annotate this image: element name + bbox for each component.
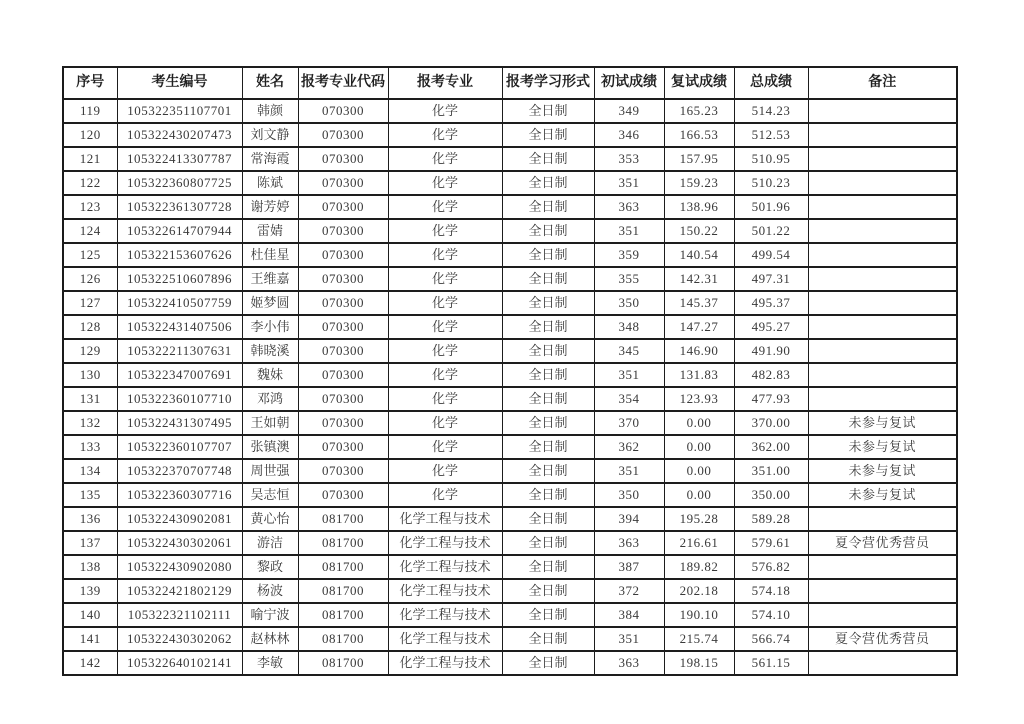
- cell-total-score: 514.23: [734, 99, 808, 123]
- cell-name: 游洁: [242, 531, 298, 555]
- cell-name: 杨波: [242, 579, 298, 603]
- table-row: [63, 435, 957, 459]
- cell-remarks: [808, 507, 957, 531]
- cell-major: 化学: [388, 123, 502, 147]
- cell-total-score: 566.74: [734, 627, 808, 651]
- cell-initial-score: 359: [594, 243, 664, 267]
- cell-total-score: 350.00: [734, 483, 808, 507]
- cell-remarks: [808, 651, 957, 675]
- cell-name: 刘文静: [242, 123, 298, 147]
- table-row: [63, 411, 957, 435]
- table-row: [63, 243, 957, 267]
- column-header-candidate-id: 考生编号: [117, 67, 242, 99]
- cell-candidate-id: 105322430207473: [117, 123, 242, 147]
- cell-name: 黎政: [242, 555, 298, 579]
- cell-total-score: 589.28: [734, 507, 808, 531]
- cell-retest-score: 215.74: [664, 627, 734, 651]
- cell-remarks: 未参与复试: [808, 411, 957, 435]
- cell-initial-score: 355: [594, 267, 664, 291]
- cell-index: 141: [63, 627, 117, 651]
- cell-retest-score: 216.61: [664, 531, 734, 555]
- cell-initial-score: 370: [594, 411, 664, 435]
- cell-study-form: 全日制: [502, 243, 594, 267]
- cell-study-form: 全日制: [502, 603, 594, 627]
- cell-index: 120: [63, 123, 117, 147]
- cell-major: 化学工程与技术: [388, 579, 502, 603]
- cell-candidate-id: 105322360107707: [117, 435, 242, 459]
- cell-major: 化学: [388, 459, 502, 483]
- cell-retest-score: 0.00: [664, 483, 734, 507]
- cell-remarks: [808, 219, 957, 243]
- table-row: [63, 531, 957, 555]
- cell-study-form: 全日制: [502, 339, 594, 363]
- cell-name: 杜佳星: [242, 243, 298, 267]
- table-row: [63, 99, 957, 123]
- cell-study-form: 全日制: [502, 651, 594, 675]
- cell-index: 132: [63, 411, 117, 435]
- table-row: [63, 651, 957, 675]
- cell-initial-score: 363: [594, 531, 664, 555]
- cell-retest-score: 198.15: [664, 651, 734, 675]
- cell-major: 化学: [388, 483, 502, 507]
- table-row: [63, 339, 957, 363]
- cell-index: 125: [63, 243, 117, 267]
- table-row: [63, 171, 957, 195]
- cell-initial-score: 363: [594, 195, 664, 219]
- cell-total-score: 512.53: [734, 123, 808, 147]
- cell-remarks: [808, 243, 957, 267]
- cell-total-score: 510.23: [734, 171, 808, 195]
- cell-total-score: 495.27: [734, 315, 808, 339]
- cell-major: 化学工程与技术: [388, 627, 502, 651]
- cell-study-form: 全日制: [502, 171, 594, 195]
- cell-total-score: 491.90: [734, 339, 808, 363]
- cell-major-code: 070300: [298, 339, 388, 363]
- cell-major: 化学: [388, 411, 502, 435]
- cell-initial-score: 350: [594, 291, 664, 315]
- cell-study-form: 全日制: [502, 291, 594, 315]
- cell-initial-score: 363: [594, 651, 664, 675]
- cell-index: 128: [63, 315, 117, 339]
- cell-candidate-id: 105322430302061: [117, 531, 242, 555]
- cell-major-code: 070300: [298, 459, 388, 483]
- cell-remarks: [808, 171, 957, 195]
- cell-study-form: 全日制: [502, 123, 594, 147]
- cell-index: 135: [63, 483, 117, 507]
- header-row: [63, 67, 957, 99]
- cell-total-score: 574.18: [734, 579, 808, 603]
- cell-study-form: 全日制: [502, 267, 594, 291]
- cell-name: 谢芳婷: [242, 195, 298, 219]
- cell-study-form: 全日制: [502, 315, 594, 339]
- cell-major-code: 070300: [298, 99, 388, 123]
- cell-initial-score: 384: [594, 603, 664, 627]
- column-header-name: 姓名: [242, 67, 298, 99]
- cell-major: 化学工程与技术: [388, 603, 502, 627]
- cell-major: 化学: [388, 99, 502, 123]
- cell-remarks: [808, 339, 957, 363]
- cell-remarks: 夏令营优秀营员: [808, 531, 957, 555]
- cell-retest-score: 0.00: [664, 459, 734, 483]
- cell-total-score: 351.00: [734, 459, 808, 483]
- cell-initial-score: 372: [594, 579, 664, 603]
- cell-major-code: 070300: [298, 171, 388, 195]
- cell-initial-score: 354: [594, 387, 664, 411]
- cell-retest-score: 157.95: [664, 147, 734, 171]
- cell-major: 化学工程与技术: [388, 507, 502, 531]
- cell-study-form: 全日制: [502, 459, 594, 483]
- cell-study-form: 全日制: [502, 531, 594, 555]
- cell-retest-score: 150.22: [664, 219, 734, 243]
- cell-total-score: 497.31: [734, 267, 808, 291]
- cell-major: 化学: [388, 387, 502, 411]
- cell-remarks: [808, 291, 957, 315]
- cell-study-form: 全日制: [502, 195, 594, 219]
- cell-study-form: 全日制: [502, 411, 594, 435]
- cell-index: 139: [63, 579, 117, 603]
- cell-major: 化学工程与技术: [388, 651, 502, 675]
- cell-index: 142: [63, 651, 117, 675]
- column-header-initial-score: 初试成绩: [594, 67, 664, 99]
- cell-retest-score: 140.54: [664, 243, 734, 267]
- table-row: [63, 507, 957, 531]
- cell-candidate-id: 105322321102111: [117, 603, 242, 627]
- cell-major-code: 081700: [298, 579, 388, 603]
- cell-retest-score: 147.27: [664, 315, 734, 339]
- cell-index: 126: [63, 267, 117, 291]
- cell-major: 化学: [388, 171, 502, 195]
- cell-name: 姬梦圆: [242, 291, 298, 315]
- column-header-study-form: 报考学习形式: [502, 67, 594, 99]
- cell-major-code: 070300: [298, 411, 388, 435]
- cell-candidate-id: 105322211307631: [117, 339, 242, 363]
- table-row: [63, 483, 957, 507]
- cell-retest-score: 165.23: [664, 99, 734, 123]
- cell-name: 赵林林: [242, 627, 298, 651]
- column-header-index: 序号: [63, 67, 117, 99]
- cell-total-score: 501.96: [734, 195, 808, 219]
- table-row: [63, 579, 957, 603]
- cell-index: 127: [63, 291, 117, 315]
- cell-index: 129: [63, 339, 117, 363]
- cell-total-score: 370.00: [734, 411, 808, 435]
- cell-study-form: 全日制: [502, 147, 594, 171]
- cell-remarks: [808, 363, 957, 387]
- table-row: [63, 123, 957, 147]
- cell-retest-score: 131.83: [664, 363, 734, 387]
- cell-candidate-id: 105322410507759: [117, 291, 242, 315]
- column-header-remarks: 备注: [808, 67, 957, 99]
- cell-candidate-id: 105322360307716: [117, 483, 242, 507]
- cell-remarks: [808, 555, 957, 579]
- cell-initial-score: 351: [594, 627, 664, 651]
- cell-retest-score: 0.00: [664, 411, 734, 435]
- cell-initial-score: 351: [594, 459, 664, 483]
- cell-major-code: 070300: [298, 147, 388, 171]
- cell-candidate-id: 105322614707944: [117, 219, 242, 243]
- cell-remarks: [808, 99, 957, 123]
- table-body: [63, 99, 957, 675]
- cell-candidate-id: 105322430302062: [117, 627, 242, 651]
- cell-major: 化学: [388, 219, 502, 243]
- column-header-retest-score: 复试成绩: [664, 67, 734, 99]
- cell-major: 化学: [388, 267, 502, 291]
- table-row: [63, 555, 957, 579]
- cell-major-code: 081700: [298, 507, 388, 531]
- cell-name: 邓鸿: [242, 387, 298, 411]
- cell-study-form: 全日制: [502, 555, 594, 579]
- cell-major-code: 081700: [298, 627, 388, 651]
- cell-retest-score: 146.90: [664, 339, 734, 363]
- cell-name: 王如朝: [242, 411, 298, 435]
- cell-index: 137: [63, 531, 117, 555]
- cell-name: 魏妹: [242, 363, 298, 387]
- cell-name: 张镇澳: [242, 435, 298, 459]
- cell-candidate-id: 105322361307728: [117, 195, 242, 219]
- cell-name: 韩颜: [242, 99, 298, 123]
- cell-total-score: 579.61: [734, 531, 808, 555]
- cell-candidate-id: 105322370707748: [117, 459, 242, 483]
- cell-major-code: 070300: [298, 483, 388, 507]
- cell-candidate-id: 105322360807725: [117, 171, 242, 195]
- cell-total-score: 499.54: [734, 243, 808, 267]
- table-row: [63, 387, 957, 411]
- cell-major-code: 070300: [298, 315, 388, 339]
- cell-major-code: 081700: [298, 531, 388, 555]
- cell-major-code: 070300: [298, 267, 388, 291]
- cell-study-form: 全日制: [502, 99, 594, 123]
- cell-major: 化学: [388, 243, 502, 267]
- cell-total-score: 576.82: [734, 555, 808, 579]
- cell-retest-score: 142.31: [664, 267, 734, 291]
- cell-major-code: 070300: [298, 219, 388, 243]
- cell-candidate-id: 105322153607626: [117, 243, 242, 267]
- cell-major: 化学: [388, 363, 502, 387]
- cell-major: 化学: [388, 147, 502, 171]
- column-header-total-score: 总成绩: [734, 67, 808, 99]
- table-header: [63, 67, 957, 99]
- cell-candidate-id: 105322431407506: [117, 315, 242, 339]
- cell-study-form: 全日制: [502, 363, 594, 387]
- table-row: [63, 459, 957, 483]
- cell-index: 122: [63, 171, 117, 195]
- cell-major: 化学: [388, 315, 502, 339]
- cell-name: 陈斌: [242, 171, 298, 195]
- cell-index: 130: [63, 363, 117, 387]
- cell-candidate-id: 105322421802129: [117, 579, 242, 603]
- cell-total-score: 501.22: [734, 219, 808, 243]
- cell-major: 化学工程与技术: [388, 555, 502, 579]
- cell-candidate-id: 105322347007691: [117, 363, 242, 387]
- cell-total-score: 574.10: [734, 603, 808, 627]
- cell-study-form: 全日制: [502, 387, 594, 411]
- cell-index: 121: [63, 147, 117, 171]
- cell-major-code: 070300: [298, 435, 388, 459]
- cell-index: 136: [63, 507, 117, 531]
- cell-candidate-id: 105322431307495: [117, 411, 242, 435]
- cell-retest-score: 138.96: [664, 195, 734, 219]
- cell-name: 韩晓溪: [242, 339, 298, 363]
- cell-remarks: [808, 315, 957, 339]
- cell-total-score: 362.00: [734, 435, 808, 459]
- table-row: [63, 219, 957, 243]
- cell-major-code: 081700: [298, 651, 388, 675]
- table-row: [63, 603, 957, 627]
- cell-index: 124: [63, 219, 117, 243]
- cell-major-code: 070300: [298, 195, 388, 219]
- table-row: [63, 195, 957, 219]
- cell-study-form: 全日制: [502, 483, 594, 507]
- cell-major-code: 070300: [298, 291, 388, 315]
- cell-name: 黄心怡: [242, 507, 298, 531]
- cell-remarks: 未参与复试: [808, 435, 957, 459]
- cell-remarks: [808, 387, 957, 411]
- cell-major: 化学: [388, 195, 502, 219]
- cell-index: 133: [63, 435, 117, 459]
- cell-study-form: 全日制: [502, 579, 594, 603]
- cell-retest-score: 166.53: [664, 123, 734, 147]
- cell-remarks: [808, 123, 957, 147]
- cell-total-score: 510.95: [734, 147, 808, 171]
- table-row: [63, 267, 957, 291]
- cell-initial-score: 362: [594, 435, 664, 459]
- results-table: [62, 66, 958, 676]
- table-row: [63, 147, 957, 171]
- cell-study-form: 全日制: [502, 627, 594, 651]
- cell-study-form: 全日制: [502, 219, 594, 243]
- cell-total-score: 495.37: [734, 291, 808, 315]
- cell-candidate-id: 105322413307787: [117, 147, 242, 171]
- cell-candidate-id: 105322351107701: [117, 99, 242, 123]
- cell-total-score: 477.93: [734, 387, 808, 411]
- cell-retest-score: 145.37: [664, 291, 734, 315]
- cell-initial-score: 345: [594, 339, 664, 363]
- cell-name: 李敏: [242, 651, 298, 675]
- cell-name: 王维嘉: [242, 267, 298, 291]
- cell-remarks: 夏令营优秀营员: [808, 627, 957, 651]
- cell-candidate-id: 105322430902080: [117, 555, 242, 579]
- cell-study-form: 全日制: [502, 435, 594, 459]
- cell-remarks: 未参与复试: [808, 459, 957, 483]
- cell-retest-score: 159.23: [664, 171, 734, 195]
- cell-retest-score: 195.28: [664, 507, 734, 531]
- cell-remarks: [808, 267, 957, 291]
- column-header-major-code: 报考专业代码: [298, 67, 388, 99]
- cell-major-code: 070300: [298, 363, 388, 387]
- cell-index: 119: [63, 99, 117, 123]
- cell-name: 喻宁波: [242, 603, 298, 627]
- cell-major-code: 070300: [298, 243, 388, 267]
- cell-study-form: 全日制: [502, 507, 594, 531]
- cell-initial-score: 346: [594, 123, 664, 147]
- table-row: [63, 315, 957, 339]
- cell-major: 化学: [388, 339, 502, 363]
- cell-initial-score: 351: [594, 363, 664, 387]
- cell-index: 138: [63, 555, 117, 579]
- cell-remarks: [808, 579, 957, 603]
- cell-candidate-id: 105322510607896: [117, 267, 242, 291]
- cell-candidate-id: 105322430902081: [117, 507, 242, 531]
- cell-initial-score: 353: [594, 147, 664, 171]
- cell-name: 吴志恒: [242, 483, 298, 507]
- cell-major-code: 081700: [298, 555, 388, 579]
- cell-index: 140: [63, 603, 117, 627]
- cell-remarks: 未参与复试: [808, 483, 957, 507]
- cell-initial-score: 351: [594, 219, 664, 243]
- cell-index: 134: [63, 459, 117, 483]
- cell-remarks: [808, 147, 957, 171]
- cell-retest-score: 190.10: [664, 603, 734, 627]
- cell-retest-score: 202.18: [664, 579, 734, 603]
- cell-remarks: [808, 195, 957, 219]
- cell-name: 周世强: [242, 459, 298, 483]
- cell-major-code: 070300: [298, 387, 388, 411]
- cell-candidate-id: 105322360107710: [117, 387, 242, 411]
- cell-remarks: [808, 603, 957, 627]
- cell-retest-score: 123.93: [664, 387, 734, 411]
- cell-initial-score: 350: [594, 483, 664, 507]
- column-header-major: 报考专业: [388, 67, 502, 99]
- cell-major: 化学工程与技术: [388, 531, 502, 555]
- table-row: [63, 627, 957, 651]
- table-row: [63, 291, 957, 315]
- cell-total-score: 561.15: [734, 651, 808, 675]
- cell-name: 雷婧: [242, 219, 298, 243]
- cell-major-code: 070300: [298, 123, 388, 147]
- cell-initial-score: 394: [594, 507, 664, 531]
- cell-initial-score: 348: [594, 315, 664, 339]
- cell-retest-score: 0.00: [664, 435, 734, 459]
- cell-initial-score: 351: [594, 171, 664, 195]
- cell-major: 化学: [388, 435, 502, 459]
- cell-retest-score: 189.82: [664, 555, 734, 579]
- cell-initial-score: 387: [594, 555, 664, 579]
- cell-name: 李小伟: [242, 315, 298, 339]
- cell-total-score: 482.83: [734, 363, 808, 387]
- cell-major: 化学: [388, 291, 502, 315]
- cell-index: 131: [63, 387, 117, 411]
- cell-name: 常海霞: [242, 147, 298, 171]
- cell-initial-score: 349: [594, 99, 664, 123]
- cell-major-code: 081700: [298, 603, 388, 627]
- cell-candidate-id: 105322640102141: [117, 651, 242, 675]
- cell-index: 123: [63, 195, 117, 219]
- table-row: [63, 363, 957, 387]
